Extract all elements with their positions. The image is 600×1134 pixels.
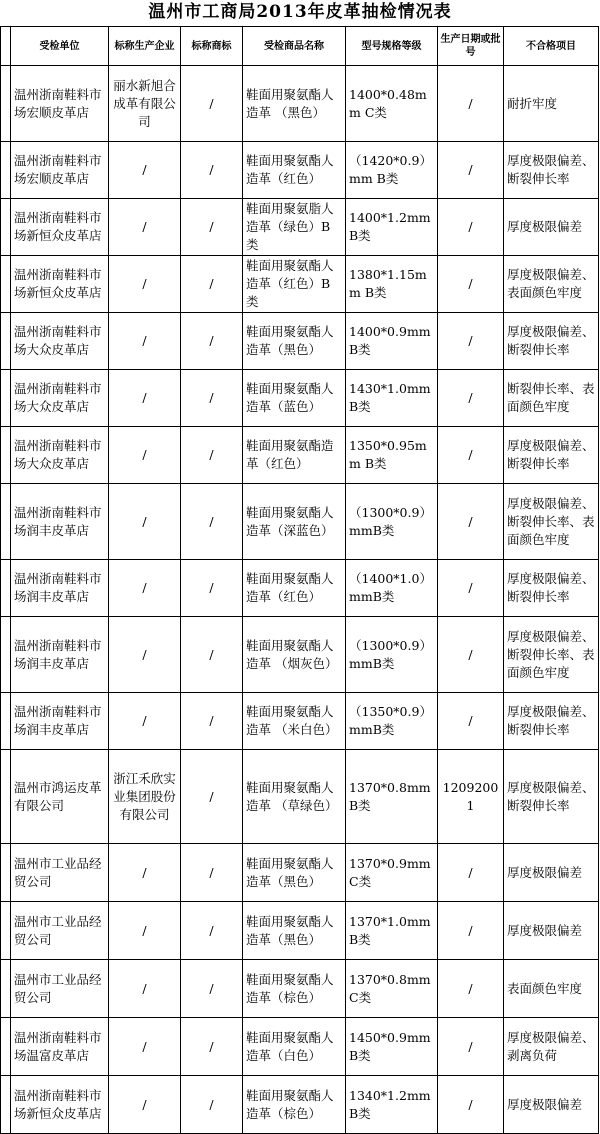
cell-unit: 温州市工业品经贸公司 bbox=[11, 960, 109, 1018]
cell-product: 鞋面用聚氨酯人造革（黑色） bbox=[243, 844, 346, 902]
cell-spec: 1400*0.48mm C类 bbox=[346, 66, 438, 142]
cell-brand: / bbox=[181, 142, 243, 199]
cell-batch: / bbox=[438, 617, 504, 693]
cell-product: 鞋面用聚氨酯人造革 （草绿色） bbox=[243, 750, 346, 844]
cell-brand: / bbox=[181, 199, 243, 256]
cell-blank bbox=[1, 370, 11, 427]
cell-batch: 12092001 bbox=[438, 750, 504, 844]
cell-unit: 温州市鸿运皮革有限公司 bbox=[11, 750, 109, 844]
cell-product: 鞋面用聚氨酯人造革 （米白色） bbox=[243, 693, 346, 750]
cell-maker: / bbox=[109, 560, 181, 617]
cell-fail: 厚度极限偏差、断裂伸长率 bbox=[504, 750, 599, 844]
table-row bbox=[1, 370, 599, 427]
cell-blank bbox=[1, 199, 11, 256]
cell-product: 鞋面用聚氨酯人造革（棕色） bbox=[243, 960, 346, 1018]
cell-unit: 温州浙南鞋料市场大众皮革店 bbox=[11, 313, 109, 370]
cell-blank bbox=[1, 142, 11, 199]
header-spec: 型号规格等级 bbox=[346, 27, 438, 66]
table-row bbox=[1, 693, 599, 750]
cell-fail: 表面颜色牢度 bbox=[504, 960, 599, 1018]
cell-blank bbox=[1, 313, 11, 370]
cell-unit: 温州浙南鞋料市场新恒众皮革店 bbox=[11, 1076, 109, 1134]
cell-batch: / bbox=[438, 844, 504, 902]
cell-product: 鞋面用聚氨酯人造革（棕色） bbox=[243, 1076, 346, 1134]
cell-unit: 温州浙南鞋料市场润丰皮革店 bbox=[11, 484, 109, 560]
header-row bbox=[1, 27, 599, 66]
cell-fail: 厚度极限偏差、断裂伸长率、表面颜色牢度 bbox=[504, 617, 599, 693]
cell-spec: 1340*1.2mm B类 bbox=[346, 1076, 438, 1134]
table-row bbox=[1, 427, 599, 484]
cell-maker: 丽水新旭合成革有限公司 bbox=[109, 66, 181, 142]
cell-maker: 浙江禾欣实业集团股份有限公司 bbox=[109, 750, 181, 844]
cell-batch: / bbox=[438, 427, 504, 484]
cell-blank bbox=[1, 66, 11, 142]
cell-brand: / bbox=[181, 427, 243, 484]
header-fail: 不合格项目 bbox=[504, 27, 599, 66]
cell-fail: 厚度极限偏差、断裂伸长率、表面颜色牢度 bbox=[504, 484, 599, 560]
cell-fail: 厚度极限偏差、剥离负荷 bbox=[504, 1018, 599, 1076]
cell-brand: / bbox=[181, 66, 243, 142]
cell-unit: 温州浙南鞋料市场大众皮革店 bbox=[11, 427, 109, 484]
cell-brand: / bbox=[181, 1018, 243, 1076]
cell-product: 鞋面用聚氨酯人造革（白色） bbox=[243, 1018, 346, 1076]
cell-spec: 1370*1.0mm B类 bbox=[346, 902, 438, 960]
cell-product: 鞋面用聚氨酯人造革（红色） bbox=[243, 560, 346, 617]
cell-spec: （1420*0.9）mm B类 bbox=[346, 142, 438, 199]
cell-batch: / bbox=[438, 256, 504, 313]
cell-batch: / bbox=[438, 313, 504, 370]
cell-fail: 耐折牢度 bbox=[504, 66, 599, 142]
table-row bbox=[1, 484, 599, 560]
cell-fail: 厚度极限偏差 bbox=[504, 902, 599, 960]
cell-batch: / bbox=[438, 560, 504, 617]
cell-brand: / bbox=[181, 902, 243, 960]
cell-brand: / bbox=[181, 1076, 243, 1134]
cell-blank bbox=[1, 902, 11, 960]
cell-brand: / bbox=[181, 960, 243, 1018]
cell-unit: 温州浙南鞋料市场宏顺皮革店 bbox=[11, 66, 109, 142]
cell-maker: / bbox=[109, 199, 181, 256]
cell-spec: 1450*0.9mm B类 bbox=[346, 1018, 438, 1076]
cell-product: 鞋面用聚氨酯人造革 （黑色） bbox=[243, 66, 346, 142]
cell-fail: 厚度极限偏差、断裂伸长率 bbox=[504, 560, 599, 617]
table-row bbox=[1, 142, 599, 199]
cell-fail: 厚度极限偏差、断裂伸长率 bbox=[504, 427, 599, 484]
cell-product: 鞋面用聚氨酯人造革（红色）B类 bbox=[243, 256, 346, 313]
cell-maker: / bbox=[109, 693, 181, 750]
cell-brand: / bbox=[181, 560, 243, 617]
cell-maker: / bbox=[109, 617, 181, 693]
cell-blank bbox=[1, 750, 11, 844]
cell-batch: / bbox=[438, 484, 504, 560]
cell-fail: 厚度极限偏差、表面颜色牢度 bbox=[504, 256, 599, 313]
cell-batch: / bbox=[438, 199, 504, 256]
cell-blank bbox=[1, 256, 11, 313]
cell-product: 鞋面用聚氨酯人造革（红色） bbox=[243, 142, 346, 199]
cell-brand: / bbox=[181, 844, 243, 902]
table-row bbox=[1, 66, 599, 142]
table-row bbox=[1, 617, 599, 693]
cell-unit: 温州浙南鞋料市场润丰皮革店 bbox=[11, 560, 109, 617]
header-blank bbox=[1, 27, 11, 66]
cell-blank bbox=[1, 427, 11, 484]
table-row bbox=[1, 960, 599, 1018]
cell-maker: / bbox=[109, 313, 181, 370]
table-row bbox=[1, 750, 599, 844]
cell-fail: 厚度极限偏差 bbox=[504, 1076, 599, 1134]
cell-unit: 温州浙南鞋料市场大众皮革店 bbox=[11, 370, 109, 427]
cell-spec: （1400*1.0）mmB类 bbox=[346, 560, 438, 617]
header-maker: 标称生产企业 bbox=[109, 27, 181, 66]
cell-unit: 温州浙南鞋料市场新恒众皮革店 bbox=[11, 199, 109, 256]
cell-fail: 厚度极限偏差 bbox=[504, 844, 599, 902]
cell-maker: / bbox=[109, 427, 181, 484]
cell-maker: / bbox=[109, 902, 181, 960]
cell-batch: / bbox=[438, 1076, 504, 1134]
cell-spec: 1350*0.95mm B类 bbox=[346, 427, 438, 484]
cell-blank bbox=[1, 693, 11, 750]
cell-brand: / bbox=[181, 256, 243, 313]
cell-unit: 温州浙南鞋料市场宏顺皮革店 bbox=[11, 142, 109, 199]
cell-maker: / bbox=[109, 960, 181, 1018]
table-body bbox=[1, 66, 599, 1134]
cell-batch: / bbox=[438, 142, 504, 199]
cell-fail: 厚度极限偏差 bbox=[504, 199, 599, 256]
cell-blank bbox=[1, 1018, 11, 1076]
table-row bbox=[1, 844, 599, 902]
table-row bbox=[1, 1018, 599, 1076]
cell-spec: 1430*1.0mm B类 bbox=[346, 370, 438, 427]
inspection-table bbox=[0, 26, 599, 1134]
cell-spec: （1350*0.9）mmB类 bbox=[346, 693, 438, 750]
cell-spec: （1300*0.9）mmB类 bbox=[346, 617, 438, 693]
cell-spec: （1300*0.9）mmB类 bbox=[346, 484, 438, 560]
cell-maker: / bbox=[109, 370, 181, 427]
cell-spec: 1370*0.9mm C类 bbox=[346, 844, 438, 902]
cell-unit: 温州浙南鞋料市场润丰皮革店 bbox=[11, 617, 109, 693]
cell-blank bbox=[1, 560, 11, 617]
cell-batch: / bbox=[438, 693, 504, 750]
cell-spec: 1380*1.15mm B类 bbox=[346, 256, 438, 313]
cell-batch: / bbox=[438, 960, 504, 1018]
cell-spec: 1370*0.8mm B类 bbox=[346, 750, 438, 844]
cell-maker: / bbox=[109, 484, 181, 560]
document-title: 温州市工商局2013年皮革抽检情况表 bbox=[148, 2, 452, 22]
cell-product: 鞋面用聚氨酯人造革 （烟灰色） bbox=[243, 617, 346, 693]
cell-brand: / bbox=[181, 370, 243, 427]
cell-brand: / bbox=[181, 693, 243, 750]
cell-blank bbox=[1, 844, 11, 902]
cell-fail: 断裂伸长率、表面颜色牢度 bbox=[504, 370, 599, 427]
cell-unit: 温州市工业品经贸公司 bbox=[11, 844, 109, 902]
table-row bbox=[1, 902, 599, 960]
cell-fail: 厚度极限偏差、断裂伸长率 bbox=[504, 142, 599, 199]
table-row bbox=[1, 560, 599, 617]
cell-maker: / bbox=[109, 1076, 181, 1134]
table-row bbox=[1, 256, 599, 313]
cell-spec: 1400*1.2mm B类 bbox=[346, 199, 438, 256]
header-unit: 受检单位 bbox=[11, 27, 109, 66]
cell-brand: / bbox=[181, 484, 243, 560]
table-row bbox=[1, 1076, 599, 1134]
cell-brand: / bbox=[181, 750, 243, 844]
cell-product: 鞋面用聚氨酯人造革（深蓝色） bbox=[243, 484, 346, 560]
cell-brand: / bbox=[181, 313, 243, 370]
cell-product: 鞋面用聚氨酯人造革（黑色） bbox=[243, 313, 346, 370]
cell-brand: / bbox=[181, 617, 243, 693]
cell-maker: / bbox=[109, 142, 181, 199]
cell-blank bbox=[1, 1076, 11, 1134]
table-row bbox=[1, 313, 599, 370]
cell-unit: 温州浙南鞋料市场新恒众皮革店 bbox=[11, 256, 109, 313]
header-brand: 标称商标 bbox=[181, 27, 243, 66]
cell-product: 鞋面用聚氨脂人造革（绿色）B类 bbox=[243, 199, 346, 256]
cell-unit: 温州市工业品经贸公司 bbox=[11, 902, 109, 960]
cell-batch: / bbox=[438, 66, 504, 142]
cell-unit: 温州浙南鞋料市场温富皮革店 bbox=[11, 1018, 109, 1076]
cell-product: 鞋面用聚氨酯造革（红色） bbox=[243, 427, 346, 484]
cell-batch: / bbox=[438, 370, 504, 427]
cell-blank bbox=[1, 617, 11, 693]
cell-batch: / bbox=[438, 902, 504, 960]
cell-spec: 1400*0.9mm B类 bbox=[346, 313, 438, 370]
cell-maker: / bbox=[109, 1018, 181, 1076]
cell-product: 鞋面用聚氨酯人造革（蓝色） bbox=[243, 370, 346, 427]
cell-fail: 厚度极限偏差、断裂伸长率 bbox=[504, 693, 599, 750]
cell-spec: 1370*0.8mm C类 bbox=[346, 960, 438, 1018]
cell-maker: / bbox=[109, 844, 181, 902]
cell-fail: 厚度极限偏差、断裂伸长率 bbox=[504, 313, 599, 370]
cell-product: 鞋面用聚氨酯人造革（黑色） bbox=[243, 902, 346, 960]
table-row bbox=[1, 199, 599, 256]
cell-batch: / bbox=[438, 1018, 504, 1076]
cell-blank bbox=[1, 960, 11, 1018]
cell-maker: / bbox=[109, 256, 181, 313]
cell-unit: 温州浙南鞋料市场润丰皮革店 bbox=[11, 693, 109, 750]
header-product: 受检商品名称 bbox=[243, 27, 346, 66]
cell-blank bbox=[1, 484, 11, 560]
header-batch: 生产日期或批号 bbox=[438, 27, 504, 66]
